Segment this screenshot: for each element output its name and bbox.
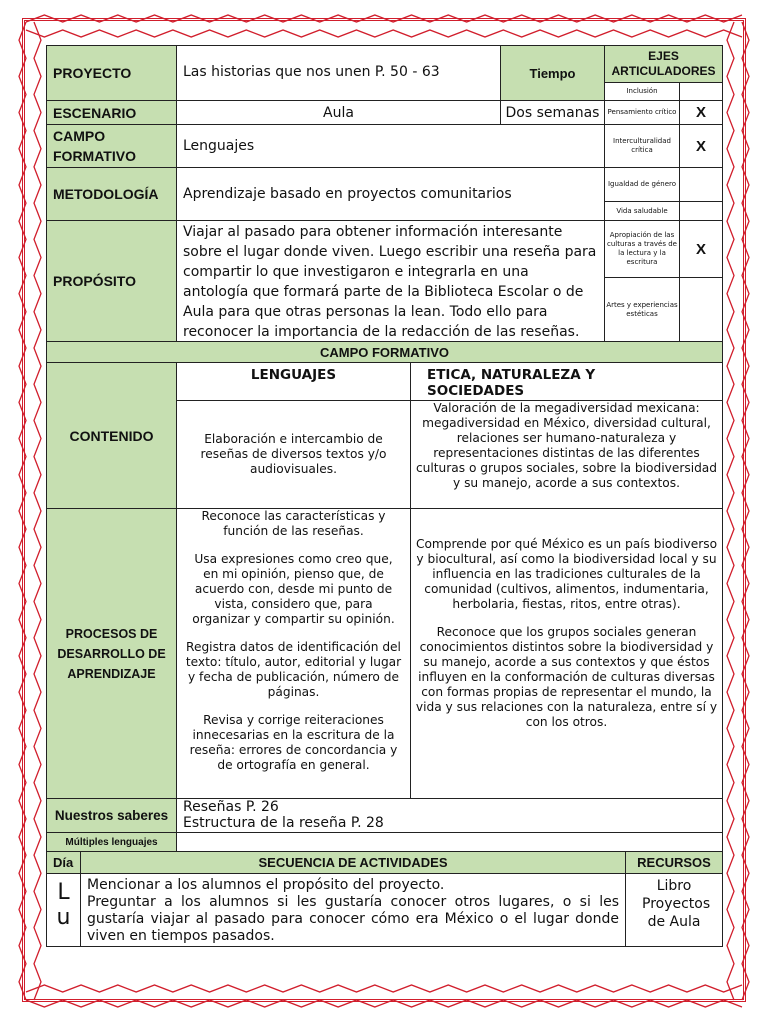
eje-igualdad: Igualdad de género bbox=[604, 167, 680, 202]
campo-formativo-title: CAMPO FORMATIVO bbox=[46, 341, 723, 363]
saberes-line: Estructura de la reseña P. 28 bbox=[183, 815, 384, 831]
recurso-value: Libro Proyectos de Aula bbox=[625, 873, 723, 947]
saberes-value bbox=[176, 798, 723, 833]
lenguajes-column-title: LENGUAJES bbox=[176, 362, 411, 401]
contenido-lenguajes: Elaboración e intercambio de reseñas de diversos textos y/o audiovisuales. bbox=[176, 400, 411, 509]
eje-pensamiento: Pensamiento crítico bbox=[604, 100, 680, 125]
pda-lenguajes-item: Revisa y corrige reiteraciones innecesarias en la escritura de la reseña: errores de concordancia y de ortografía en general. bbox=[189, 713, 398, 772]
saberes-label: Nuestros saberes bbox=[46, 798, 177, 833]
multiples-label: Múltiples lenguajes bbox=[46, 832, 177, 852]
metodologia-value: Aprendizaje basado en proyectos comunitarios bbox=[176, 167, 605, 221]
eje-igualdad-mark bbox=[679, 167, 723, 202]
activity-line: Mencionar a los alumnos el propósito del proyecto. bbox=[87, 877, 445, 893]
campo-value: Lenguajes bbox=[176, 124, 605, 168]
eje-inclusion: Inclusión bbox=[604, 82, 680, 101]
escenario-value: Aula bbox=[176, 100, 501, 125]
eje-pensamiento-mark: X bbox=[679, 100, 723, 125]
activity-text bbox=[80, 873, 626, 947]
eje-apropiacion: Apropiación de las culturas a través de la lectura y la escritura bbox=[604, 220, 680, 278]
eje-vida-saludable: Vida saludable bbox=[604, 201, 680, 221]
contenido-etica: Valoración de la megadiversidad mexicana: megadiversidad en México, diversidad cultural, relaciones ser humano-naturaleza y representaciones distintas de las diferentes culturas o grupos sociales, sobre la biodiversidad y su manejo, acorde a sus contextos. bbox=[410, 400, 723, 509]
ejes-label: EJES ARTICULADORES bbox=[604, 45, 723, 83]
eje-vida-saludable-mark bbox=[679, 201, 723, 221]
metodologia-label: METODOLOGÍA bbox=[46, 167, 177, 221]
day-letter: L bbox=[57, 880, 70, 905]
day-cell bbox=[46, 873, 81, 947]
eje-artes: Artes y experiencias estéticas bbox=[604, 277, 680, 342]
pda-lenguajes bbox=[176, 508, 411, 799]
contenido-label: CONTENIDO bbox=[46, 362, 177, 509]
eje-interculturalidad-mark: X bbox=[679, 124, 723, 168]
eje-inclusion-mark bbox=[679, 82, 723, 101]
pda-label: PROCESOS DE DESARROLLO DE APRENDIZAJE bbox=[46, 508, 177, 799]
tiempo-label: Tiempo bbox=[500, 45, 605, 101]
eje-artes-mark bbox=[679, 277, 723, 342]
escenario-label: ESCENARIO bbox=[46, 100, 177, 125]
eje-apropiacion-mark: X bbox=[679, 220, 723, 278]
proyecto-label: PROYECTO bbox=[46, 45, 177, 101]
pda-etica-item: Reconoce que los grupos sociales generan conocimientos distintos sobre la biodiversidad y su manejo, acorde a sus contextos y que éstos influyen en la conformación de culturas diversas con formas propias de representar el mundo, la vida y sus relaciones con la naturaleza, entre sí y con los otros. bbox=[415, 625, 718, 729]
proposito-value: Viajar al pasado para obtener información interesante sobre el lugar donde viven. Luego escribir una reseña para compartir lo que investigaron e integrarla en una antología que formará parte de la Biblioteca Escolar o de Aula para que otras personas la lean. Todo ello para reconocer la importancia de la redacción de las reseñas. bbox=[176, 220, 605, 342]
recursos-label: RECURSOS bbox=[625, 851, 723, 874]
campo-label: CAMPO FORMATIVO bbox=[46, 124, 177, 168]
pda-etica-item: Comprende por qué México es un país biodiverso y biocultural, así como la biodiversidad local y su influencia en las tradiciones culturales de la comunidad (cultivos, alimentos, indumentaria, herbolaria, fiestas, ritos, entre otras). bbox=[415, 537, 718, 611]
pda-lenguajes-item: Usa expresiones como creo que, en mi opinión, pienso que, de acuerdo con, desde mi punto de vista, considero que, para organizar y compartir su opinión. bbox=[192, 552, 395, 626]
activity-line: Preguntar a los alumnos si les gustaría conocer otros lugares, o si les gustaría viajar al pasado para conocer cómo era México o el lugar donde viven en tiempos pasados. bbox=[87, 894, 619, 944]
multiples-value bbox=[176, 832, 723, 852]
dia-label: Día bbox=[46, 851, 81, 874]
pda-etica bbox=[410, 508, 723, 799]
eje-interculturalidad: Interculturalidad crítica bbox=[604, 124, 680, 168]
pda-lenguajes-item: Registra datos de identificación del texto: título, autor, editorial y lugar y fecha de publicación, número de páginas. bbox=[185, 640, 402, 699]
proposito-label: PROPÓSITO bbox=[46, 220, 177, 342]
day-letter: u bbox=[56, 905, 71, 930]
proyecto-value: Las historias que nos unen P. 50 - 63 bbox=[176, 45, 501, 101]
pda-lenguajes-item: Reconoce las características y función de las reseñas. bbox=[201, 509, 386, 538]
saberes-line: Reseñas P. 26 bbox=[183, 799, 279, 815]
tiempo-value: Dos semanas bbox=[500, 100, 605, 125]
secuencia-title: SECUENCIA DE ACTIVIDADES bbox=[80, 851, 626, 874]
etica-column-title: ETICA, NATURALEZA Y SOCIEDADES bbox=[410, 362, 723, 401]
